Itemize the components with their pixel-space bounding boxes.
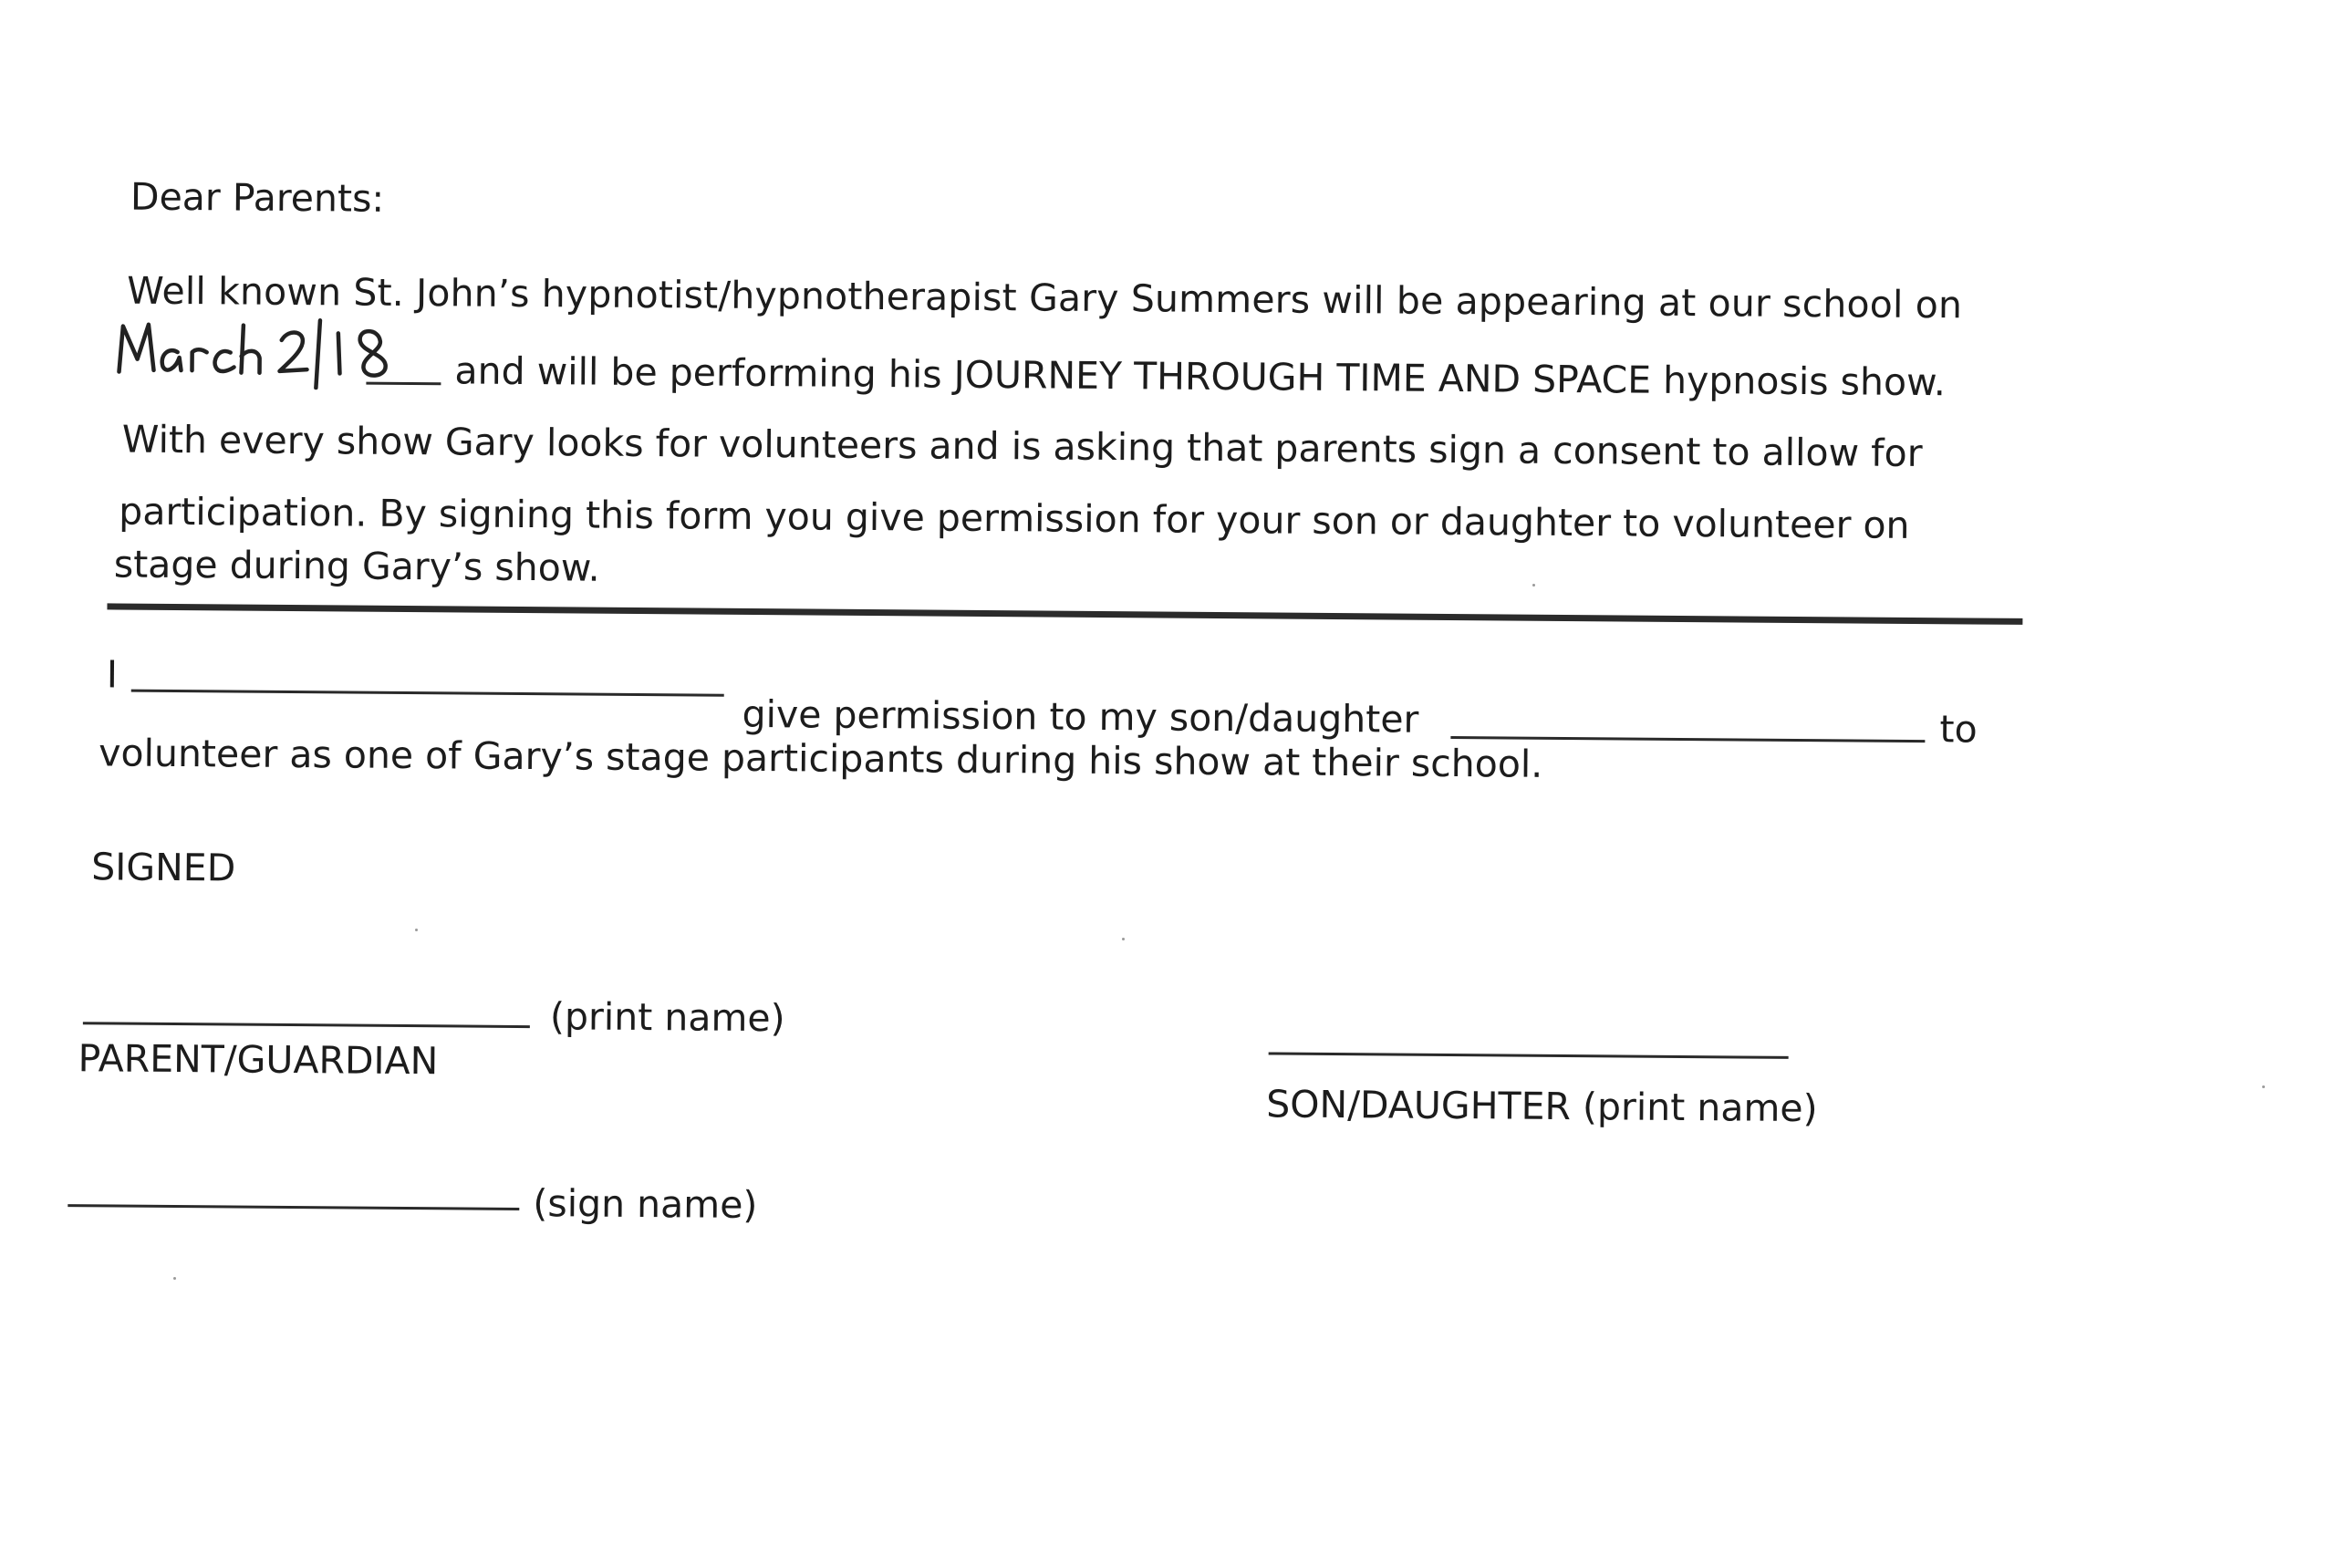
consent-line-2: volunteer as one of Gary’s stage participants during his show at their school. (99, 731, 1543, 786)
sign-name-label: (sign name) (533, 1181, 758, 1228)
scan-speck (2262, 1085, 2265, 1088)
child-print-name-line[interactable] (1269, 1052, 1789, 1058)
date-blank-line (366, 382, 441, 386)
son-daughter-label: SON/DAUGHTER (print name) (1266, 1082, 1818, 1131)
print-name-label: (print name) (549, 994, 785, 1041)
paragraph-line-5: stage during Gary’s show. (113, 542, 600, 590)
consent-middle-text: give permission to my son/daughter (742, 691, 1419, 742)
salutation: Dear Parents: (130, 174, 385, 221)
scan-speck (1532, 584, 1535, 587)
scan-speck (173, 1277, 176, 1280)
scan-speck (1122, 938, 1125, 940)
parent-sign-name-line[interactable] (67, 1204, 519, 1210)
parent-name-blank[interactable] (131, 690, 724, 697)
paragraph-line-3: With every show Gary looks for volunteers and is asking that parents sign a consent to allow for (121, 417, 1923, 476)
handwritten-date (113, 315, 406, 390)
paragraph-line-1: Well known St. John’s hypnotist/hypnotherapist Gary Summers will be appearing at our school on (127, 268, 1963, 327)
paragraph-line-2: and will be performing his JOURNEY THROUGH TIME AND SPACE hypnosis show. (454, 348, 1947, 405)
parent-print-name-line[interactable] (83, 1022, 530, 1028)
consent-to-text: to (1939, 707, 1978, 752)
scan-speck (415, 929, 418, 931)
section-divider (107, 603, 2022, 624)
consent-lead: I (106, 652, 119, 697)
parent-guardian-label: PARENT/GUARDIAN (78, 1036, 439, 1084)
signed-label: SIGNED (91, 845, 236, 890)
paragraph-line-4: participation. By signing this form you give permission for your son or daughter to volunteer on (119, 489, 1910, 547)
